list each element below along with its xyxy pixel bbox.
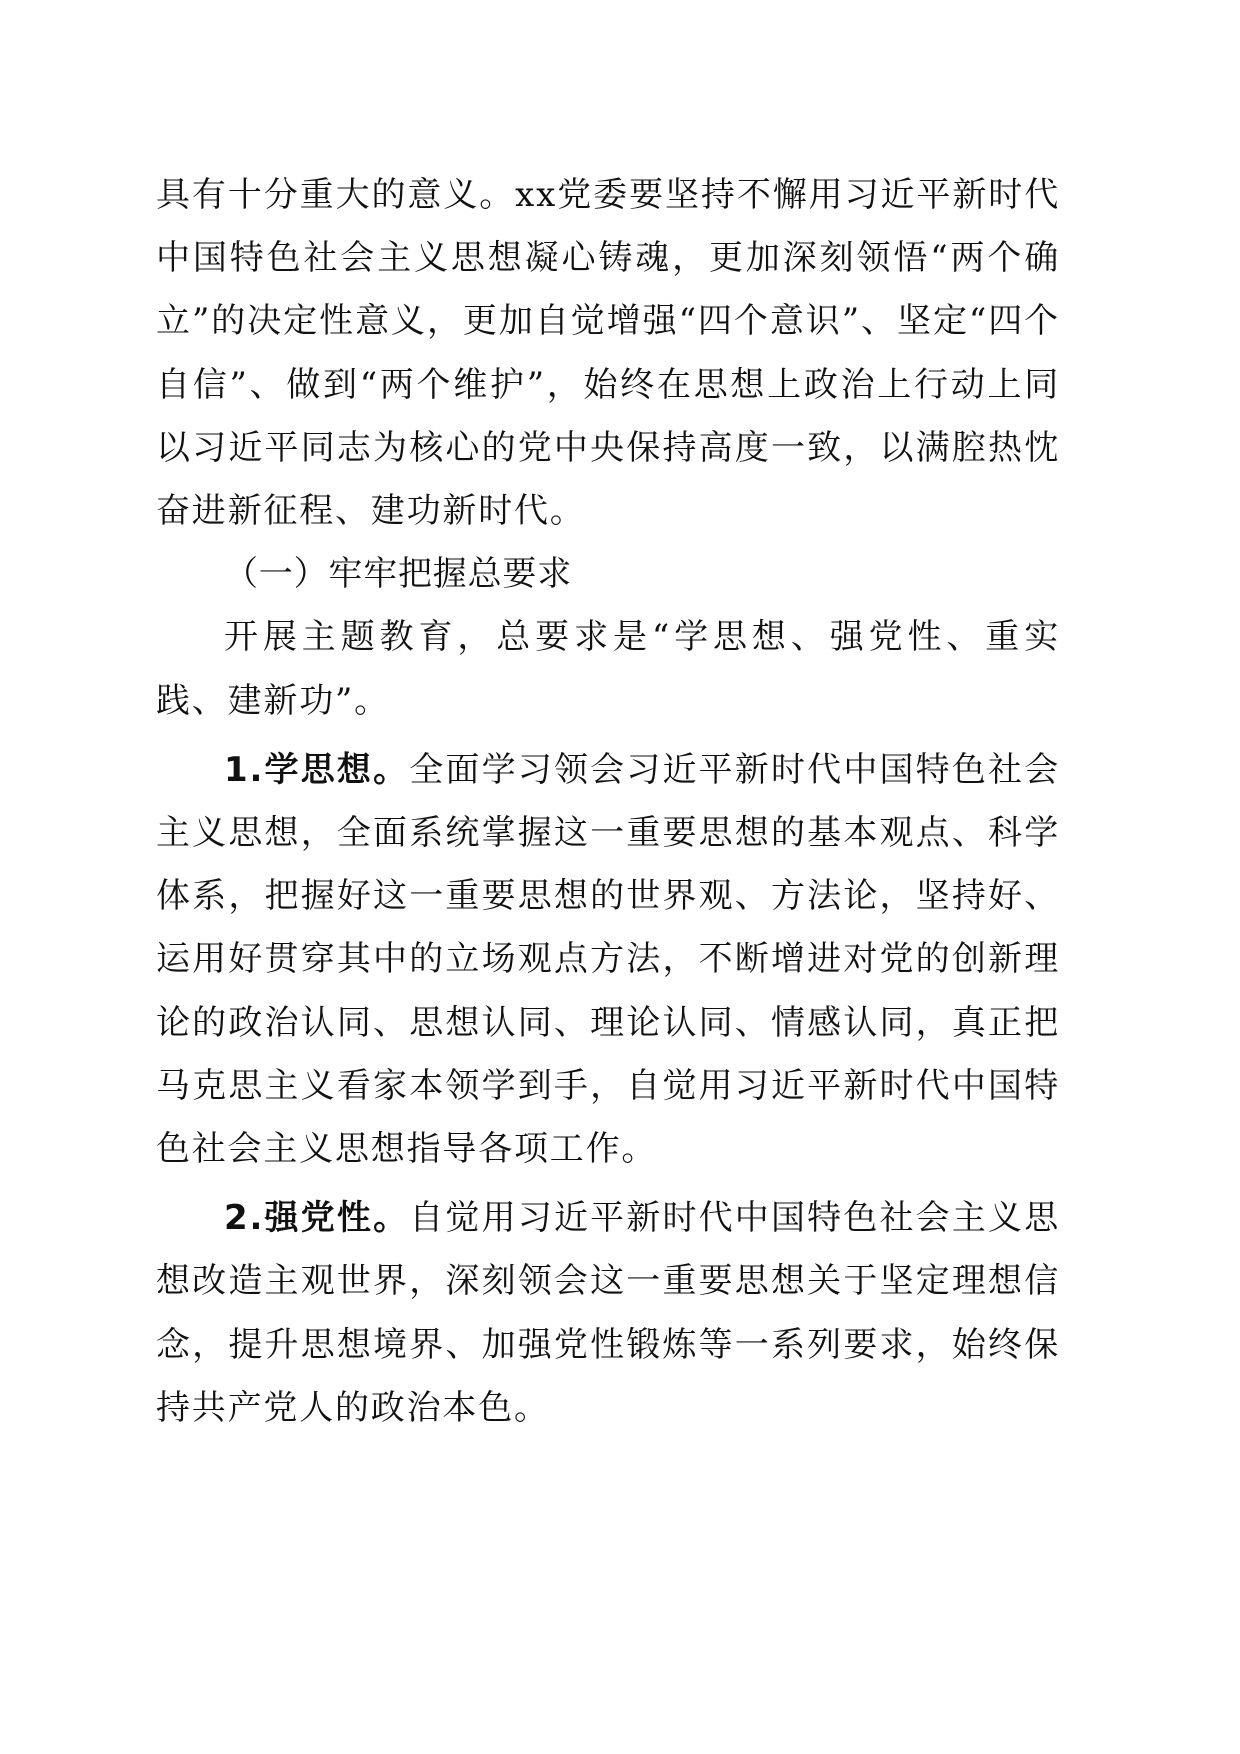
section-heading: （一）牢牢把握总要求 (224, 554, 572, 595)
item-study-thought (156, 739, 1060, 1181)
item-strengthen-party-spirit-title: 2.强党性。 (224, 1198, 410, 1239)
paragraph-intro: 具有十分重大的意义。xx党委要坚持不懈用习近平新时代中国特色社会主义思想凝心铸魂，更加深刻领悟“两个确立”的决定性意义，更加自觉增强“四个意识”、坚定“四个自信”、做到“两个维护”，始终在思想上政治上行动上同以习近平同志为核心的党中央保持高度一致，以满腔热忱奋进新征程、建功新时代。 (156, 175, 1060, 532)
document-body (156, 164, 1060, 1440)
paragraph-general-requirement: 开展主题教育，总要求是“学思想、强党性、重实践、建新功”。 (156, 617, 1060, 721)
item-study-thought-body: 全面学习领会习近平新时代中国特色社会主义思想，全面系统掌握这一重要思想的基本观点、科学体系，把握好这一重要思想的世界观、方法论，坚持好、运用好贯穿其中的立场观点方法，不断增进对党的创新理论的政治认同、思想认同、理论认同、情感认同，真正把马克思主义看家本领学到手，自觉用习近平新时代中国特色社会主义思想指导各项工作。 (156, 749, 1060, 1170)
item-strengthen-party-spirit (156, 1187, 1060, 1440)
item-strengthen-party-spirit-body: 自觉用习近平新时代中国特色社会主义思想改造主观世界，深刻领会这一重要思想关于坚定理想信念，提升思想境界、加强党性锻炼等一系列要求，始终保持共产党人的政治本色。 (156, 1198, 1060, 1428)
item-study-thought-title: 1.学思想。 (224, 749, 410, 790)
